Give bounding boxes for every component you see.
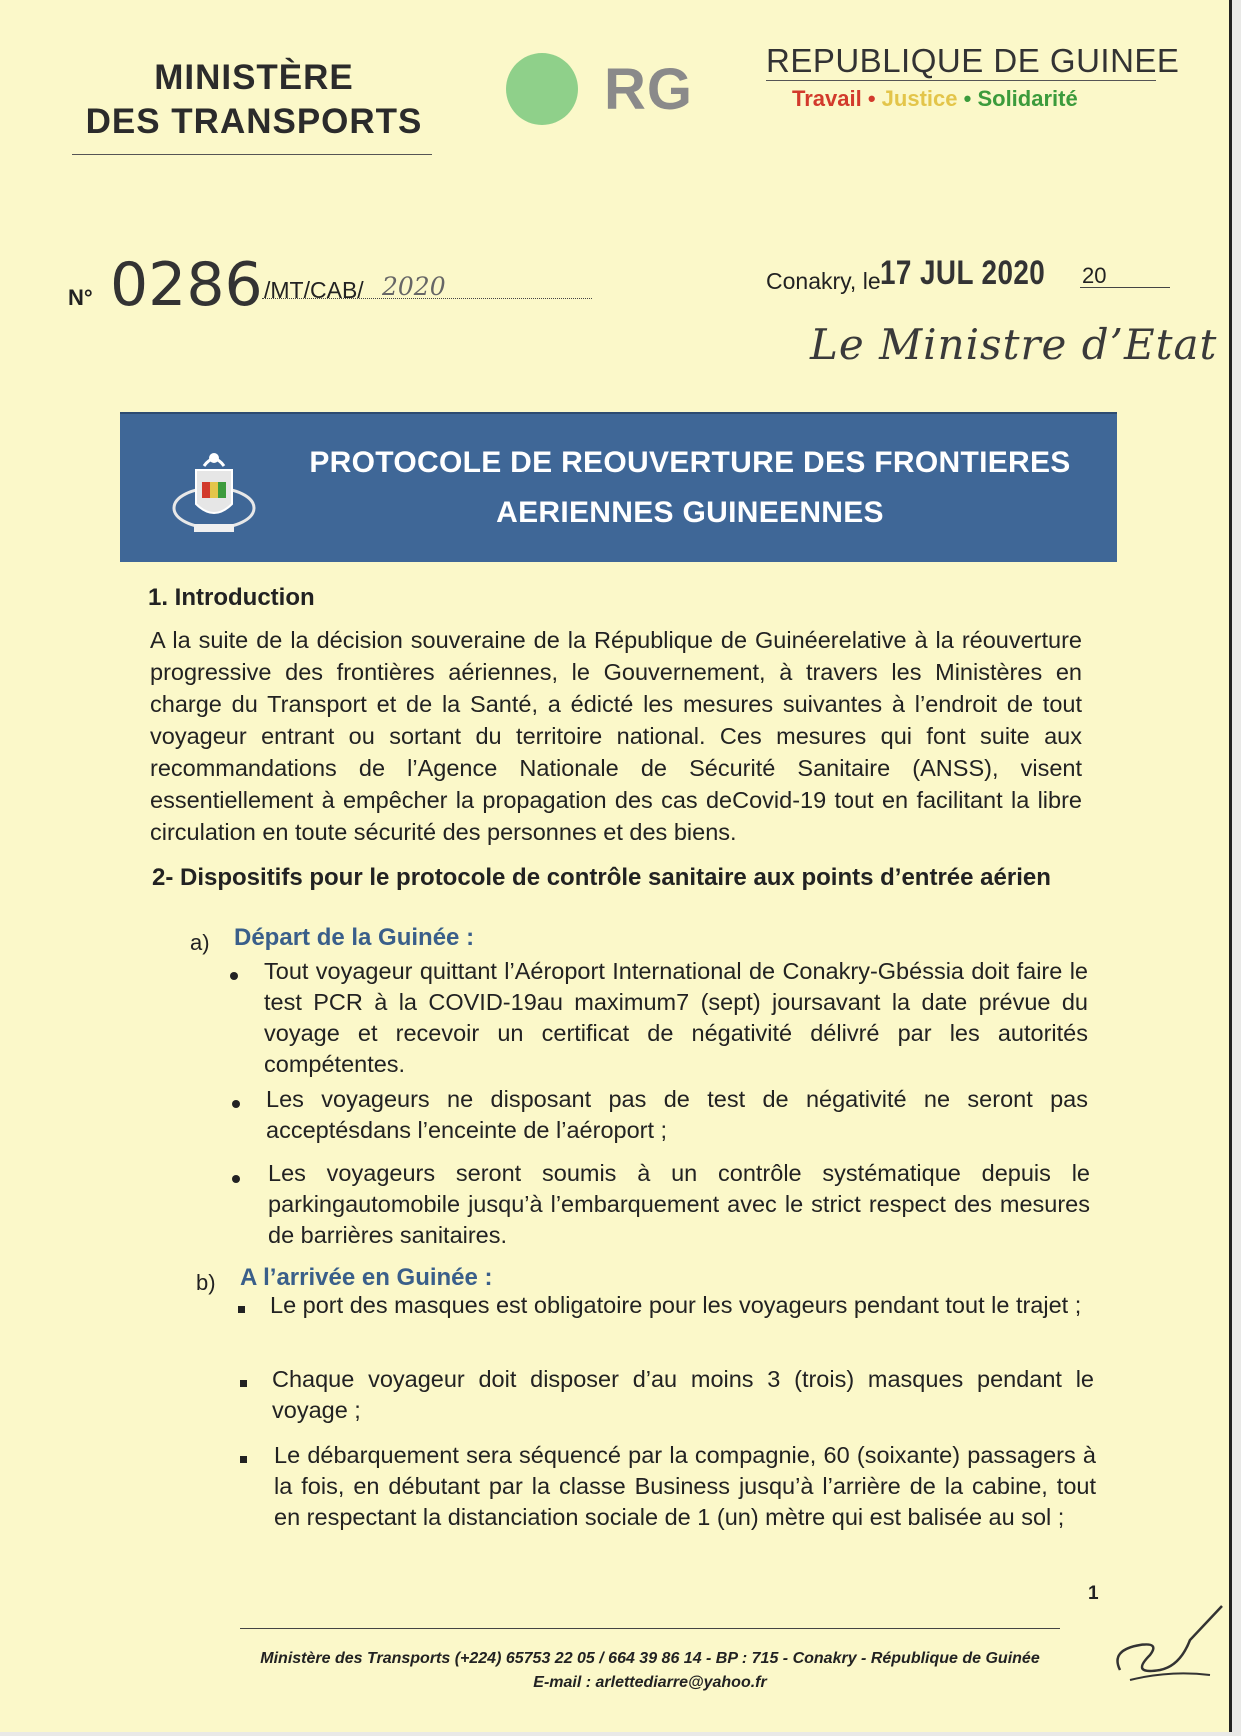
signature-icon	[1100, 1600, 1230, 1700]
bullet-icon	[240, 1380, 247, 1387]
reference-prefix: N°	[68, 285, 93, 310]
subsection-b-letter: b)	[196, 1270, 216, 1295]
minister-title: Le Ministre d’Etat	[810, 320, 1218, 369]
subsection-depart-title: Départ de la Guinée :	[234, 924, 475, 951]
arrivee-item-1: Le port des masques est obligatoire pour les voyageurs pendant tout le trajet ;	[270, 1292, 1082, 1318]
document-title-line-2: AERIENNES GUINEENNES	[496, 496, 884, 529]
reference-dotted-line	[262, 298, 592, 299]
motto-separator: •	[963, 86, 972, 111]
republic-underline	[766, 80, 1156, 81]
republic-name: REPUBLIQUE DE GUINEE	[766, 42, 1180, 79]
date-stamp: 17 JUL 2020	[880, 254, 1046, 292]
subsection-a-letter: a)	[190, 930, 210, 955]
coat-of-arms-icon	[168, 446, 260, 542]
bullet-icon	[238, 1306, 245, 1313]
rg-logo-circle-icon	[506, 53, 578, 125]
arrivee-item-3: Le débarquement sera séquencé par la compagnie, 60 (soixante) passagers à la fois, en débutant par la classe Business jusqu’à l’arrière de la cabine, tout en respectant la distanciation sociale de 1 (un) mètre qui est balisée au sol ;	[274, 1442, 1096, 1530]
dateline-rule	[1080, 287, 1170, 288]
ministry-line-2: DES TRANSPORTS	[85, 102, 423, 141]
footer-rule	[240, 1628, 1060, 1629]
document-title-line-1: PROTOCOLE DE REOUVERTURE DES FRONTIERES	[309, 446, 1071, 479]
motto-word-travail: Travail	[792, 86, 862, 111]
motto-word-justice: Justice	[881, 86, 958, 111]
dateline-year-prefix: 20	[1082, 263, 1107, 288]
reference-number: 0286	[110, 250, 263, 320]
bullet-icon	[240, 1456, 247, 1463]
motto-word-solidarite: Solidarité	[977, 86, 1078, 111]
reference-suffix: /MT/CAB/	[264, 277, 364, 303]
introduction-paragraph: A la suite de la décision souveraine de la République de Guinéerelative à la réouverture progressive des frontières aériennes, le Gouvernement, à travers les Ministères en charge du Transport et de la Santé, a édicté les mesures suivantes à l’endroit de tout voyageur entrant ou sortant du territoire national. Ces mesures qui font suite aux recommandations de l’Agence Nationale de Sécurité Sanitaire (ANSS), visent essentiellement à empêcher la propagation des cas deCovid-19 tout en facilitant la libre circulation en toute sécurité des personnes et des biens.	[150, 627, 1082, 845]
footer-contact: Ministère des Transports (+224) 65753 22 05 / 664 39 86 14 - BP : 715 - Conakry - République de Guinée	[260, 1650, 1040, 1667]
reference-year-handwritten: 2020	[382, 272, 446, 301]
document-title	[270, 438, 1110, 538]
section-dispositifs-title: 2- Dispositifs pour le protocole de contrôle sanitaire aux points d’entrée aérien	[152, 864, 1051, 891]
ministry-underline	[72, 154, 432, 155]
bullet-icon	[230, 972, 238, 980]
rg-logo-text: RG	[604, 57, 693, 122]
bullet-icon	[232, 1100, 240, 1108]
footer-email: E-mail : arlettediarre@yahoo.fr	[533, 1674, 767, 1691]
arrivee-item-2: Chaque voyageur doit disposer d’au moins 3 (trois) masques pendant le voyage ;	[272, 1366, 1094, 1423]
dateline-city: Conakry, le	[766, 268, 881, 294]
national-motto	[792, 86, 1078, 112]
page-number: 1	[1088, 1583, 1099, 1604]
ministry-line-1: MINISTÈRE	[154, 58, 354, 97]
subsection-arrivee-title: A l’arrivée en Guinée :	[240, 1264, 493, 1291]
depart-item-2: Les voyageurs ne disposant pas de test de négativité ne seront pas acceptésdans l’enceinte de l’aéroport ;	[266, 1086, 1088, 1143]
depart-item-1: Tout voyageur quittant l’Aéroport International de Conakry-Gbéssia doit faire le test PCR à la COVID-19au maximum7 (sept) joursavant la date prévue du voyage et recevoir un certificat de négativité délivré par les autorités compétentes.	[264, 958, 1088, 1077]
motto-separator: •	[867, 86, 876, 111]
ministry-name	[74, 56, 434, 144]
depart-item-3: Les voyageurs seront soumis à un contrôle systématique depuis le parkingautomobile jusqu’à l’embarquement avec le strict respect des mesures de barrières sanitaires.	[268, 1160, 1090, 1248]
section-introduction-title: 1. Introduction	[148, 584, 315, 611]
bullet-icon	[232, 1175, 240, 1183]
